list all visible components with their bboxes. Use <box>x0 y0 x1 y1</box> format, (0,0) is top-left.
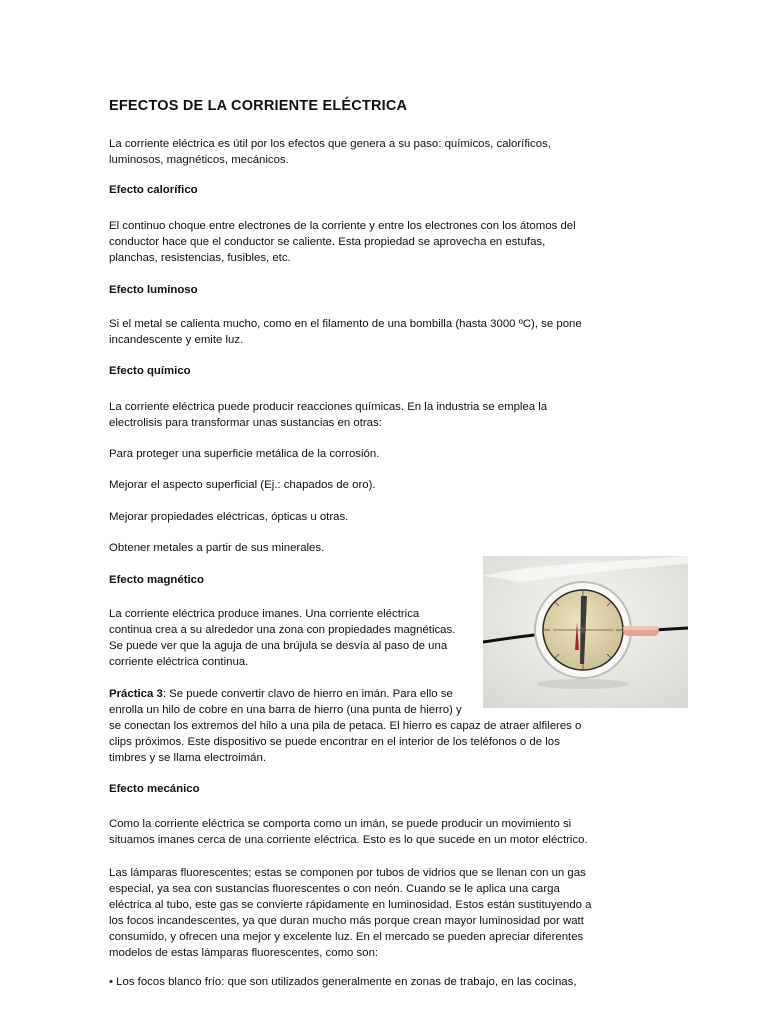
text-line: clips próximos. Este dispositivo se puede encontrar en el interior de los teléfonos o de los <box>109 736 560 748</box>
paragraph-luminoso <box>109 316 582 348</box>
text-line: modelos de estas lámparas fluorescentes, como son: <box>109 947 379 959</box>
text-line: El continuo choque entre electrones de la corriente y entre los electrones con los átomos del <box>109 220 576 232</box>
text-line: enrolla un hilo de cobre en una barra de hierro (una punta de hierro) y <box>109 704 462 716</box>
text-line: La corriente eléctrica es útil por los efectos que genera a su paso: químicos, caloríficos, <box>109 138 551 150</box>
text-line: consumido, y ofrecen una mejor y excelente luz. En el mercado se pueden apreciar diferentes <box>109 931 584 943</box>
practica-text: : Se puede convertir clavo de hierro en imán. Para ello se <box>162 688 453 700</box>
bullet-item: • Los focos blanco frío: que son utilizados generalmente en zonas de trabajo, en las cocinas, <box>109 976 577 988</box>
compass-illustration <box>483 556 688 708</box>
text-line: situamos imanes cerca de una corriente eléctrica. Esto es lo que sucede en un motor eléctrico. <box>109 834 588 846</box>
text-line: especial, ya sea con sustancias fluorescentes o con neón. Cuando se le aplica una carga <box>109 883 560 895</box>
paragraph-magnetico <box>109 606 455 670</box>
list-item: Obtener metales a partir de sus minerales. <box>109 542 325 554</box>
text-line: luminosos, magnéticos, mecánicos. <box>109 154 289 166</box>
list-item: Mejorar el aspecto superficial (Ej.: chapados de oro). <box>109 479 376 491</box>
heading-magnetico: Efecto magnético <box>109 574 204 586</box>
text-line: eléctrica al tubo, este gas se convierte rápidamente en luminosidad. Estos están sustituyendo a <box>109 899 592 911</box>
intro-paragraph <box>109 136 551 168</box>
text-line: conductor hace que el conductor se caliente. Esta propiedad se aprovecha en estufas, <box>109 236 546 248</box>
text-line: se conectan los extremos del hilo a una pila de petaca. El hierro es capaz de atraer alfileres o <box>109 720 582 732</box>
text-line: La corriente eléctrica produce imanes. Una corriente eléctrica <box>109 608 420 620</box>
text-line: Se puede ver que la aguja de una brújula se desvía al paso de una <box>109 640 448 652</box>
heading-quimico: Efecto químico <box>109 365 191 377</box>
list-item: Mejorar propiedades eléctricas, ópticas u otras. <box>109 511 349 523</box>
document-title: EFECTOS DE LA CORRIENTE ELÉCTRICA <box>109 98 408 114</box>
compass-photo <box>483 556 688 708</box>
heading-calorifico: Efecto calorífico <box>109 184 198 196</box>
list-item: Para proteger una superficie metálica de la corrosión. <box>109 448 380 460</box>
text-line: corriente eléctrica continua. <box>109 656 249 668</box>
paragraph-mecanico <box>109 816 588 848</box>
text-line: Si el metal se calienta mucho, como en el filamento de una bombilla (hasta 3000 ºC), se pone <box>109 318 582 330</box>
text-line: Como la corriente eléctrica se comporta como un imán, se puede producir un movimiento si <box>109 818 572 830</box>
text-line: Las lámparas fluorescentes; estas se componen por tubos de vidrios que se llenan con un gas <box>109 867 586 879</box>
text-line: los focos incandescentes, ya que duran mucho más porque crean mayor luminosidad por watt <box>109 915 584 927</box>
text-line: planchas, resistencias, fusibles, etc. <box>109 252 291 264</box>
practica-label: Práctica 3 <box>109 688 163 700</box>
text-line: La corriente eléctrica puede producir reacciones químicas. En la industria se emplea la <box>109 401 548 413</box>
text-line: timbres y se llama electroimán. <box>109 752 266 764</box>
paragraph-lamparas <box>109 865 591 961</box>
heading-luminoso: Efecto luminoso <box>109 284 198 296</box>
text-line: continua crea a su alrededor una zona con propiedades magnéticas. <box>109 624 456 636</box>
heading-mecanico: Efecto mecánico <box>109 783 200 795</box>
paragraph-quimico <box>109 399 547 431</box>
text-line: electrolisis para transformar unas sustancias en otras: <box>109 417 382 429</box>
paragraph-calorifico <box>109 218 576 266</box>
text-line: incandescente y emite luz. <box>109 334 244 346</box>
